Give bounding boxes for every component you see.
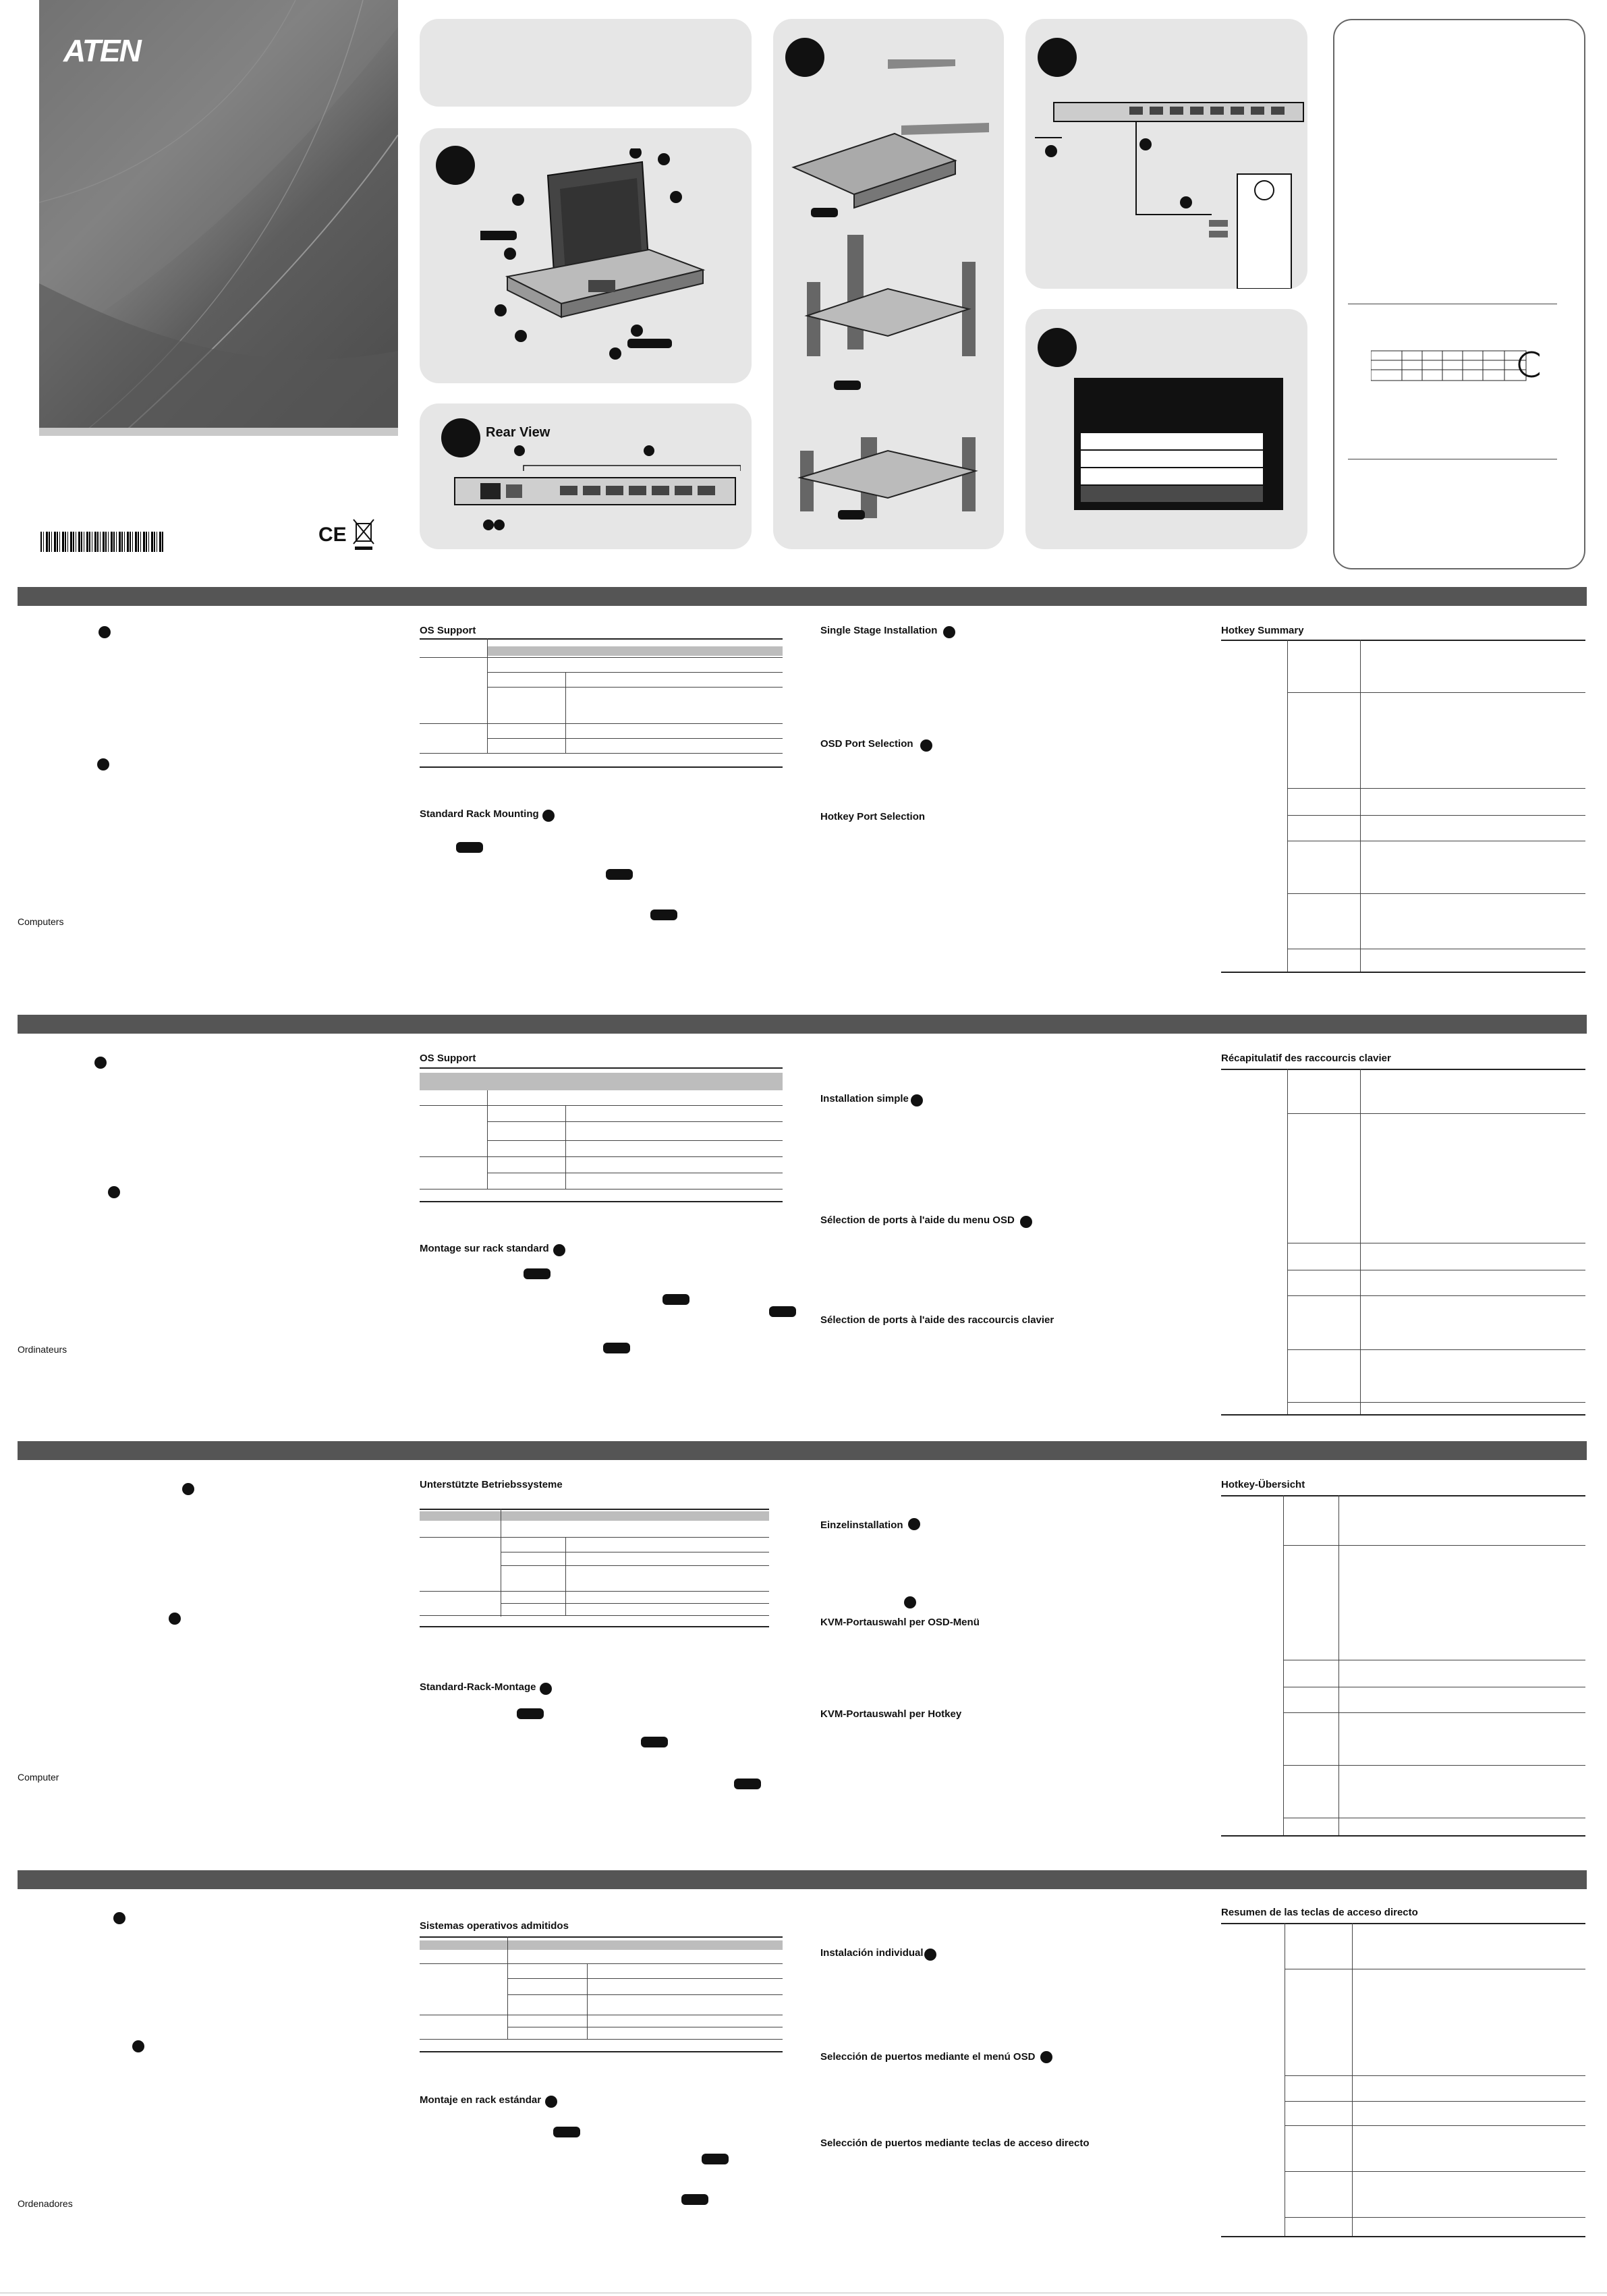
ref-tag xyxy=(517,1708,544,1719)
table-col-line xyxy=(1287,640,1288,972)
osd-port-heading: Selección de puertos mediante el menú OSD xyxy=(820,2051,1036,2063)
single-stage-heading: Instalación individual xyxy=(820,1947,924,1959)
console-drawer-illustration xyxy=(480,148,737,371)
rear-view-panel xyxy=(420,403,752,549)
ref-tag xyxy=(681,2194,708,2205)
table-row-line xyxy=(1285,2171,1585,2172)
single-stage-heading: Installation simple xyxy=(820,1093,909,1104)
table-col-line xyxy=(487,638,488,753)
table-col-line xyxy=(1352,1923,1353,2237)
table-rule xyxy=(1221,2236,1585,2237)
hotkey-port-heading: Sélection de ports à l'aide des raccourcis clavier xyxy=(820,1314,1054,1326)
table-rule xyxy=(420,2051,783,2052)
rack-mount-heading: Standard-Rack-Montage xyxy=(420,1681,536,1693)
ref-dot xyxy=(98,626,111,638)
osd-port-heading: KVM-Portauswahl per OSD-Menü xyxy=(820,1617,980,1628)
table-row-line xyxy=(1285,2075,1585,2076)
step-e-badge xyxy=(1038,328,1077,367)
ref-tag xyxy=(606,869,633,880)
table-row-line xyxy=(1287,893,1585,894)
single-stage-heading: Einzelinstallation xyxy=(820,1519,903,1531)
table-row-line xyxy=(420,2039,783,2040)
rohs-table xyxy=(1371,344,1540,391)
ref-tag xyxy=(662,1294,689,1305)
ce-mark: CE xyxy=(318,524,347,546)
hardware-overview-panel xyxy=(420,128,752,383)
table-row-line xyxy=(487,672,783,673)
left-label: Computers xyxy=(18,916,64,927)
table-rule xyxy=(1221,1835,1585,1837)
ref-dot xyxy=(545,2096,557,2108)
table-row-line xyxy=(1287,692,1585,693)
rack-mount-illustration xyxy=(787,59,996,525)
ref-dot xyxy=(943,626,955,638)
step-a-badge xyxy=(436,146,475,185)
table-rule xyxy=(420,1509,769,1510)
table-row-line xyxy=(420,1156,783,1157)
table-rule xyxy=(1221,1069,1585,1070)
table-row-line xyxy=(1287,788,1585,789)
table-col-line xyxy=(587,1963,588,2039)
table-row-line xyxy=(1285,2217,1585,2218)
ref-tag xyxy=(769,1306,796,1317)
section-band-de xyxy=(18,1441,1587,1460)
hotkey-summary-heading: Hotkey Summary xyxy=(1221,625,1304,636)
table-row-line xyxy=(420,1963,783,1964)
osd-port-row xyxy=(1081,433,1263,449)
rack-mount-heading: Montaje en rack estándar xyxy=(420,2094,542,2106)
ref-tag xyxy=(702,2154,729,2164)
table-row-line xyxy=(487,687,783,688)
rack-mount-panel xyxy=(773,19,1004,549)
ref-dot xyxy=(904,1596,916,1608)
table-row-line xyxy=(420,753,783,754)
table-row-line xyxy=(420,1615,769,1616)
installation-panel xyxy=(1025,19,1307,289)
section-band-fr xyxy=(18,1015,1587,1034)
table-row-line xyxy=(1287,1295,1585,1296)
hotkey-port-heading: Selección de puertos mediante teclas de acceso directo xyxy=(820,2137,1090,2149)
table-row-line xyxy=(420,1591,769,1592)
osd-port-row-selected xyxy=(1081,486,1263,502)
hotkey-summary-heading: Récapitulatif des raccourcis clavier xyxy=(1221,1053,1391,1064)
table-col-line xyxy=(1360,640,1361,972)
ref-dot xyxy=(1020,1216,1032,1228)
os-support-heading: OS Support xyxy=(420,1053,476,1064)
rear-view-title: Rear View xyxy=(486,425,551,440)
table-row-line xyxy=(420,657,783,658)
table-row-line xyxy=(420,1105,783,1106)
table-col-line xyxy=(1283,1495,1284,1835)
table-rule xyxy=(420,1936,783,1938)
table-col-line xyxy=(487,1090,488,1189)
table-header-shade xyxy=(420,1940,783,1950)
ref-tag xyxy=(650,909,677,920)
table-row-line xyxy=(501,1565,769,1566)
table-row-line xyxy=(1287,1349,1585,1350)
osd-panel xyxy=(1025,309,1307,549)
os-support-heading: Unterstützte Betriebssysteme xyxy=(420,1479,563,1490)
ref-tag xyxy=(456,842,483,853)
cover-footer-strip xyxy=(39,428,398,436)
table-row-line xyxy=(1283,1765,1585,1766)
table-rule xyxy=(1221,972,1585,973)
table-row-line xyxy=(1283,1545,1585,1546)
table-header-shade xyxy=(420,1073,783,1090)
table-rule xyxy=(1221,640,1585,641)
ref-dot xyxy=(169,1613,181,1625)
barcode xyxy=(40,532,165,552)
rack-mount-heading: Montage sur rack standard xyxy=(420,1243,549,1254)
table-row-line xyxy=(1287,1402,1585,1403)
ref-dot xyxy=(97,758,109,771)
ref-tag xyxy=(641,1737,668,1747)
table-row-line xyxy=(501,1603,769,1604)
ref-dot xyxy=(108,1186,120,1198)
table-row-line xyxy=(1287,1113,1585,1114)
section-band-es xyxy=(18,1870,1587,1889)
blank-panel xyxy=(420,19,752,107)
hotkey-port-heading: KVM-Portauswahl per Hotkey xyxy=(820,1708,962,1720)
table-row-line xyxy=(1283,1712,1585,1713)
table-rule xyxy=(420,1067,783,1069)
table-col-line xyxy=(1287,1069,1288,1414)
table-row-line xyxy=(1285,2125,1585,2126)
table-header-shade xyxy=(487,646,783,656)
ref-dot xyxy=(553,1244,565,1256)
osd-port-row xyxy=(1081,451,1263,467)
osd-port-heading: Sélection de ports à l'aide du menu OSD xyxy=(820,1214,1015,1226)
ref-tag xyxy=(553,2127,580,2137)
cover-panel xyxy=(39,0,398,436)
table-rule xyxy=(1221,1495,1585,1496)
rear-panel-illustration xyxy=(451,444,741,538)
step-d-badge xyxy=(1038,38,1077,77)
table-row-line xyxy=(1287,815,1585,816)
table-rule xyxy=(420,1201,783,1202)
connection-diagram xyxy=(1035,93,1305,289)
weee-bin-icon xyxy=(352,517,375,551)
ref-dot xyxy=(920,739,932,752)
table-rule xyxy=(420,1626,769,1627)
table-col-line xyxy=(565,1105,566,1189)
table-row-line xyxy=(1285,2101,1585,2102)
left-label: Ordinateurs xyxy=(18,1344,67,1355)
osd-menu-screenshot xyxy=(1074,378,1283,510)
ref-tag xyxy=(524,1268,551,1279)
ref-dot xyxy=(924,1949,936,1961)
table-row-line xyxy=(420,1537,769,1538)
table-row-line xyxy=(420,723,783,724)
os-support-heading: Sistemas operativos admitidos xyxy=(420,1920,569,1932)
table-row-line xyxy=(507,1978,783,1979)
table-header-shade xyxy=(420,1511,769,1521)
ref-dot xyxy=(911,1094,923,1107)
rohs-info-panel xyxy=(1333,19,1585,569)
table-row-line xyxy=(487,1121,783,1122)
osd-port-row xyxy=(1081,468,1263,484)
table-rule xyxy=(420,638,783,640)
ref-tag xyxy=(603,1343,630,1353)
ref-tag xyxy=(734,1779,761,1789)
ref-dot xyxy=(908,1518,920,1530)
table-row-line xyxy=(507,1994,783,1995)
table-col-line xyxy=(1360,1069,1361,1414)
table-col-line xyxy=(565,672,566,753)
table-rule xyxy=(420,766,783,768)
hotkey-summary-heading: Resumen de las teclas de acceso directo xyxy=(1221,1907,1418,1918)
hotkey-port-heading: Hotkey Port Selection xyxy=(820,811,926,822)
table-col-line xyxy=(1338,1495,1339,1835)
ref-dot xyxy=(132,2040,144,2052)
hotkey-summary-heading: Hotkey-Übersicht xyxy=(1221,1479,1305,1490)
left-label: Ordenadores xyxy=(18,2198,73,2209)
table-rule xyxy=(1221,1414,1585,1416)
ref-dot xyxy=(94,1057,107,1069)
ref-dot xyxy=(540,1683,552,1695)
table-row-line xyxy=(487,1140,783,1141)
ref-dot xyxy=(542,810,555,822)
ref-dot xyxy=(1040,2051,1052,2063)
os-support-heading: OS Support xyxy=(420,625,476,636)
single-stage-heading: Single Stage Installation xyxy=(820,625,938,636)
table-col-line xyxy=(565,1537,566,1615)
table-rule xyxy=(1221,1923,1585,1924)
osd-port-heading: OSD Port Selection xyxy=(820,738,913,750)
section-band-en xyxy=(18,587,1587,606)
rack-mount-heading: Standard Rack Mounting xyxy=(420,808,539,820)
table-col-line xyxy=(507,1936,508,2039)
aten-logo: ATEN xyxy=(63,33,140,68)
table-row-line xyxy=(487,738,783,739)
ref-dot xyxy=(113,1912,125,1924)
left-label: Computer xyxy=(18,1772,59,1783)
ref-dot xyxy=(182,1483,194,1495)
